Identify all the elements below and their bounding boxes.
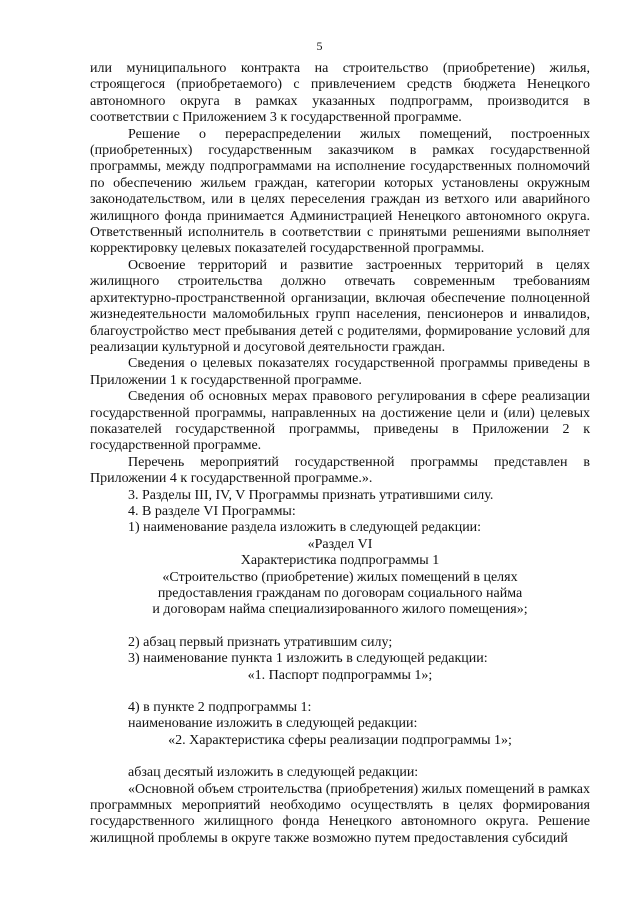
paragraph-6: Перечень мероприятий государственной программы представлен в Приложении 4 к государственной программе.». [90,454,590,487]
section-heading-line-2: Характеристика подпрограммы 1 [240,553,440,569]
paragraph-7: 3. Разделы III, IV, V Программы признать утратившими силу. [128,487,494,503]
page-number: 5 [316,39,323,53]
section-heading-line-3: «Строительство (приобретение) жилых помещений в целях [162,569,518,585]
paragraph-10: 2) абзац первый признать утратившим силу; [128,634,393,650]
paragraph-11: 3) наименование пункта 1 изложить в следующей редакции: [128,651,488,667]
centered-quote-1: «1. Паспорт подпрограммы 1»; [247,667,433,683]
paragraph-4: Сведения о целевых показателях государственной программы приведены в Приложении 1 к государственной программе. [90,356,590,388]
section-heading-line-4: предоставления гражданам по договорам социального найма [157,586,523,601]
paragraph-5: Сведения об основных мерах правового регулирования в сфере реализации государственной программы, направленных на достижение цели и (или) целевых показателей государственной программы, приведены в Приложении 2 к государственной программе. [90,389,590,454]
paragraph-2: Решение о перераспределении жилых помещений, построенных (приобретенных) государственным заказчиком в рамках государственной программы, между подпрограммами на исполнение государственных полномочий по обеспечению жильем граждан, категории которых установлены окружным законодательством, или в целях переселения граждан из ветхого или аварийного жилищного фонда принимается Администрацией Ненецкого автономного округа. Ответственный исполнитель в соответствии с принятыми решениями выполняет корректировку целевых показателей государственной программы. [90,126,590,257]
paragraph-1: или муниципального контракта на строительство (приобретение) жилья, строящегося (приобретаемого) с привлечением средств бюджета Ненецкого автономного округа в рамках указанных подпрограмм, производится в соответствии с Приложением 3 к государственной программе. [90,61,590,126]
paragraph-9: 1) наименование раздела изложить в следующей редакции: [128,520,482,536]
paragraph-12: 4) в пункте 2 подпрограммы 1: [128,700,312,716]
paragraph-8: 4. В разделе VI Программы: [128,503,296,519]
paragraph-15: «Основной объем строительства (приобретения) жилых помещений в рамках программных мероприятий необходимо осуществлять в целях формирования государственного жилищного фонда Ненецкого автономного округа. Решение жилищной проблемы в округе также возможно путем предоставления субсидий [90,781,590,846]
section-heading-line-5: и договорам найма специализированного жилого помещения»; [152,602,528,618]
paragraph-14: абзац десятый изложить в следующей редакции: [128,765,419,781]
paragraph-13: наименование изложить в следующей редакции: [128,716,418,732]
paragraph-3: Освоение территорий и развитие застроенных территорий в целях жилищного строительства должно отвечать современным требованиям архитектурно-пространственной организации, включая обеспечение полноценной жизнедеятельности маломобильных групп населения, пенсионеров и инвалидов, благоустройство мест пребывания детей с родителями, формирование условий для реализации культурной и досуговой деятельности граждан. [90,257,590,355]
section-heading-line-1: «Раздел VI [307,536,373,552]
spacer [90,684,590,700]
centered-quote-2: «2. Характеристика сферы реализации подпрограммы 1»; [168,732,512,748]
spacer [90,619,590,635]
spacer [90,749,590,765]
document-body [90,61,590,847]
